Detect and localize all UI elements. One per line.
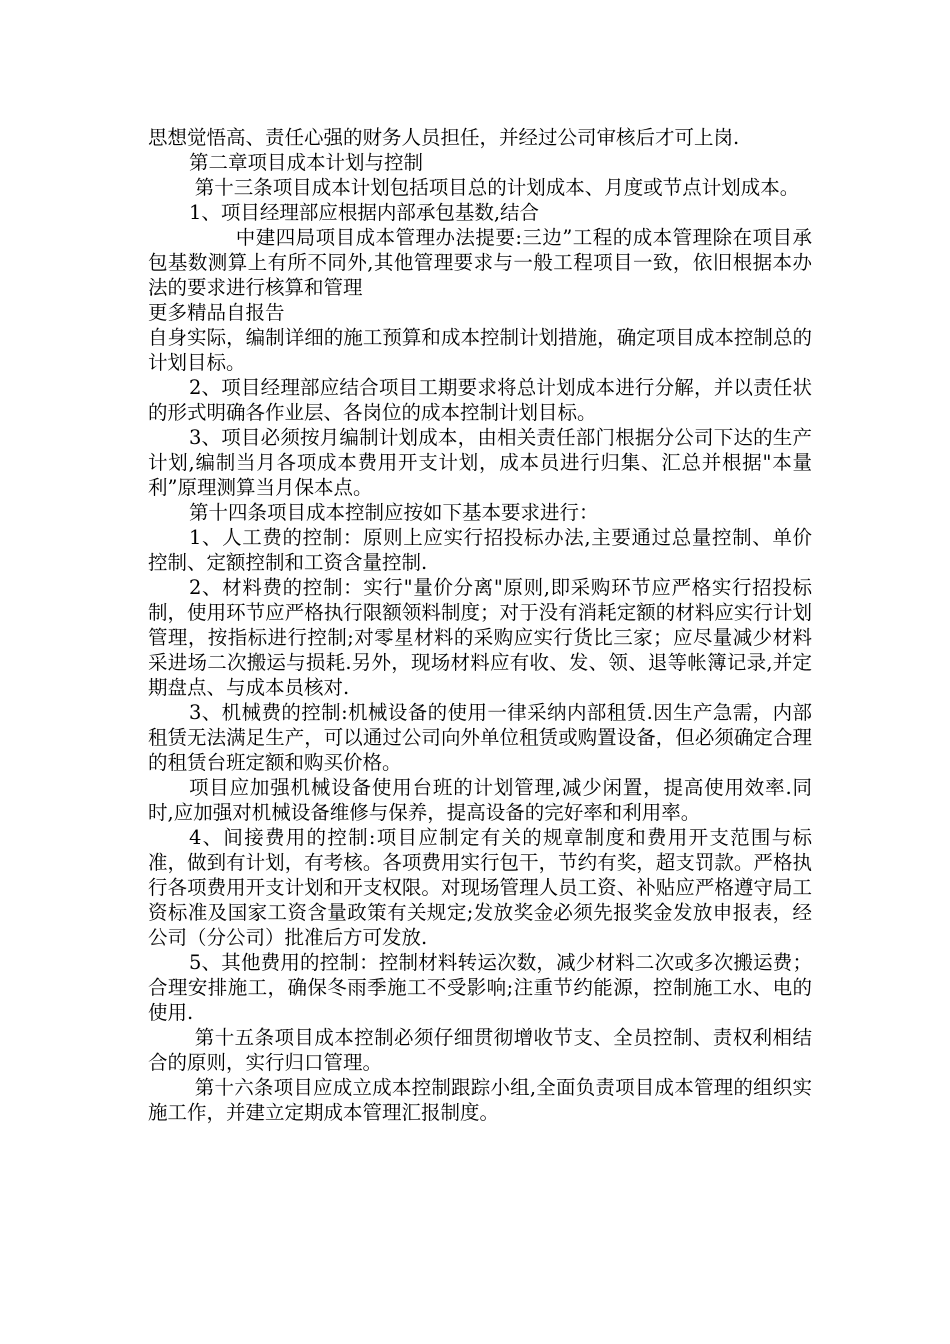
article-16: 第十六条项目应成立成本控制跟踪小组,全面负责项目成本管理的组织实施工作，并建立定期成本管理汇报制度。 xyxy=(148,1076,812,1124)
article-15: 第十五条项目成本控制必须仔细贯彻增收节支、全员控制、责权利相结合的原则，实行归口管理。 xyxy=(148,1026,812,1074)
other-cost-control: 5、其他费用的控制：控制材料转运次数，减少材料二次或多次搬运费；合理安排施工，确保冬雨季施工不受影响;注重节约能源，控制施工水、电的使用. xyxy=(148,951,812,1024)
article-14: 第十四条项目成本控制应按如下基本要求进行： xyxy=(188,501,599,524)
item-1-continued: 自身实际，编制详细的施工预算和成本控制计划措施，确定项目成本控制总的计划目标。 xyxy=(148,326,812,374)
item-2: 2、项目经理部应结合项目工期要求将总计划成本进行分解，并以责任状的形式明确各作业层、各岗位的成本控制计划目标。 xyxy=(148,376,812,424)
item-3: 3、项目必须按月编制计划成本，由相关责任部门根据分公司下达的生产计划,编制当月各项成本费用开支计划，成本员进行归集、汇总并根据"本量利”原理测算当月保本点。 xyxy=(148,426,812,499)
indirect-cost-control: 4、间接费用的控制:项目应制定有关的规章制度和费用开支范围与标准，做到有计划，有考核。各项费用实行包干，节约有奖，超支罚款。严格执行各项费用开支计划和开支权限。对现场管理人员工资、补贴应严格遵守局工资标准及国家工资含量政策有关规定;发放奖金必须先报奖金发放申报表，经公司（分公司）批准后方可发放. xyxy=(148,826,812,949)
machinery-cost-control: 3、机械费的控制:机械设备的使用一律采纳内部租赁.因生产急需，内部租赁无法满足生产，可以通过公司向外单位租赁或购置设备，但必须确定合理的租赁台班定额和购买价格。 xyxy=(148,701,812,774)
machinery-usage-management: 项目应加强机械设备使用台班的计划管理,减少闲置，提高使用效率.同时,应加强对机械设备维修与保养，提高设备的完好率和利用率。 xyxy=(148,776,812,824)
inserted-promo-line: 更多精品自报告 xyxy=(148,301,285,324)
article-13: 第十三条项目成本计划包括项目总的计划成本、月度或节点计划成本。 xyxy=(194,176,800,199)
labor-cost-control: 1、人工费的控制：原则上应实行招投标办法,主要通过总量控制、单价控制、定额控制和工资含量控制. xyxy=(148,526,812,574)
inserted-note: 中建四局项目成本管理办法提要:三边”工程的成本管理除在项目承包基数测算上有所不同外,其他管理要求与一般工程项目一致，依旧根据本办法的要求进行核算和管理 xyxy=(148,226,812,299)
chapter-heading: 第二章项目成本计划与控制 xyxy=(188,151,423,174)
document-page xyxy=(148,125,812,1125)
paragraph-continuation: 思想觉悟高、责任心强的财务人员担任，并经过公司审核后才可上岗. xyxy=(148,126,740,149)
item-1-partial: 1、项目经理部应根据内部承包基数,结合 xyxy=(188,201,540,224)
material-cost-control: 2、材料费的控制：实行"量价分离"原则,即采购环节应严格实行招投标制，使用环节应严格执行限额领料制度；对于没有消耗定额的材料应实行计划管理，按指标进行控制;对零星材料的采购应实行货比三家；应尽量减少材料采进场二次搬运与损耗.另外，现场材料应有收、发、领、退等帐簿记录,并定期盘点、与成本员核对. xyxy=(148,576,812,699)
